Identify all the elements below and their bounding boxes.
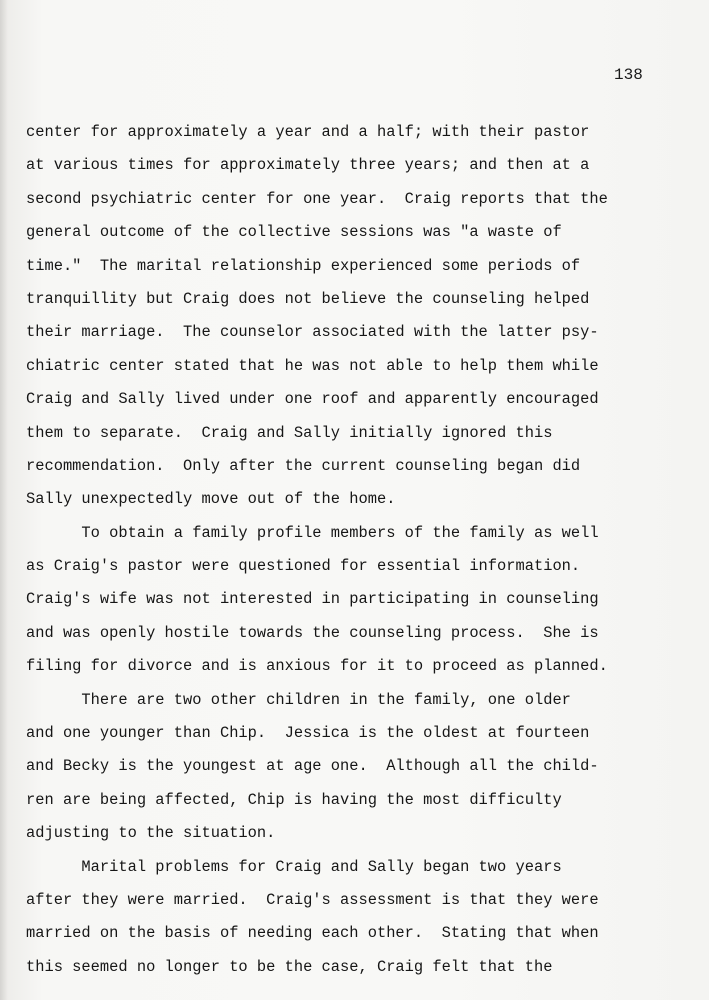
- text-line: second psychiatric center for one year. Craig reports that the: [26, 189, 608, 208]
- text-line: their marriage. The counselor associated with the latter psy-: [26, 323, 599, 342]
- text-line: Sally unexpectedly move out of the home.: [26, 490, 396, 509]
- text-line: Craig's wife was not interested in participating in counseling: [26, 590, 599, 609]
- text-line: ren are being affected, Chip is having the most difficulty: [26, 790, 562, 809]
- paragraph-start-line: There are two other children in the family, one older: [26, 690, 571, 709]
- paragraph-start-line: Marital problems for Craig and Sally began two years: [26, 857, 562, 876]
- paragraph-start-line: To obtain a family profile members of the family as well: [26, 523, 599, 542]
- text-line: time." The marital relationship experienced some periods of: [26, 256, 581, 275]
- text-line: center for approximately a year and a half; with their pastor: [26, 123, 590, 141]
- page-edge-shadow: [0, 0, 8, 1000]
- text-line: adjusting to the situation.: [26, 824, 276, 843]
- text-line: after they were married. Craig's assessment is that they were: [26, 890, 599, 909]
- text-line: tranquillity but Craig does not believe the counseling helped: [26, 289, 590, 308]
- text-line: and was openly hostile towards the counseling process. She is: [26, 623, 599, 642]
- text-line: recommendation. Only after the current counseling began did: [26, 456, 581, 475]
- text-line: chiatric center stated that he was not able to help them while: [26, 356, 599, 375]
- text-line: and one younger than Chip. Jessica is the oldest at fourteen: [26, 724, 590, 743]
- page-number: 138: [614, 66, 643, 84]
- text-line: married on the basis of needing each other. Stating that when: [26, 924, 599, 943]
- text-line: at various times for approximately three years; and then at a: [26, 156, 590, 175]
- text-line: Craig and Sally lived under one roof and apparently encouraged: [26, 390, 599, 409]
- text-line: this seemed no longer to be the case, Craig felt that the: [26, 957, 553, 976]
- body-text: [26, 116, 706, 984]
- text-line: general outcome of the collective sessions was "a waste of: [26, 223, 562, 242]
- text-line: and Becky is the youngest at age one. Although all the child-: [26, 757, 599, 776]
- text-line: as Craig's pastor were questioned for essential information.: [26, 557, 581, 576]
- text-line: them to separate. Craig and Sally initially ignored this: [26, 423, 553, 442]
- text-line: filing for divorce and is anxious for it to proceed as planned.: [26, 657, 608, 676]
